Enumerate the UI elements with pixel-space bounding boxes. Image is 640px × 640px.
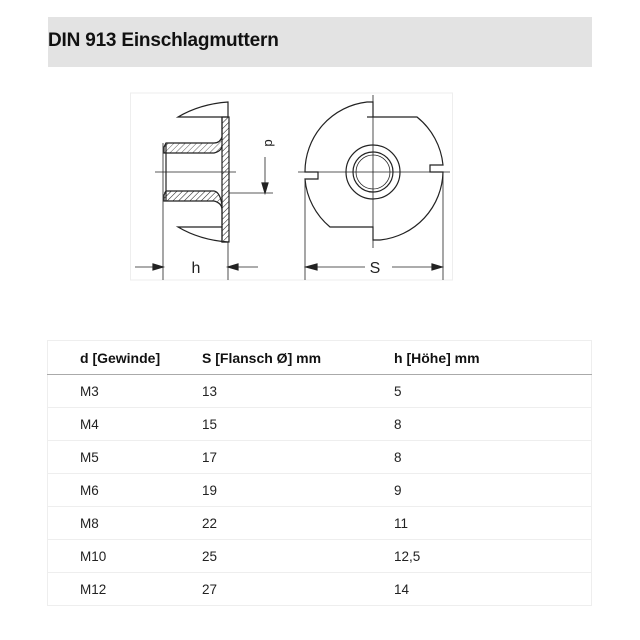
label-d: d [262,139,277,147]
table-cell: 8 [393,441,592,474]
table-cell: 19 [201,474,393,507]
side-view [135,102,273,280]
table-row [48,408,592,441]
table-row [48,474,592,507]
column-header: S [Flansch Ø] mm [201,341,393,375]
table-cell: M10 [48,540,202,573]
table-cell: M12 [48,573,202,606]
table-cell: M4 [48,408,202,441]
table-cell: 9 [393,474,592,507]
table-cell: 5 [393,375,592,408]
table-row [48,441,592,474]
column-header: d [Gewinde] [48,341,202,375]
column-header: h [Höhe] mm [393,341,592,375]
page-title: DIN 913 Einschlagmuttern [48,30,279,51]
table-cell: 14 [393,573,592,606]
table-cell: 27 [201,573,393,606]
table-cell: M8 [48,507,202,540]
table-cell: 15 [201,408,393,441]
label-h: h [191,260,201,277]
table-row [48,375,592,408]
table-row [48,540,592,573]
table-cell: 22 [201,507,393,540]
table-row [48,573,592,606]
title-bar [48,17,592,67]
table-cell: 12,5 [393,540,592,573]
dimensions-table [47,340,592,606]
table-cell: 13 [201,375,393,408]
table-cell: M5 [48,441,202,474]
table-row [48,507,592,540]
table-cell: 11 [393,507,592,540]
table-cell: 8 [393,408,592,441]
table-header-row [48,341,592,375]
technical-drawing [130,85,460,285]
table-cell: M3 [48,375,202,408]
table-cell: 25 [201,540,393,573]
table-cell: M6 [48,474,202,507]
front-view [298,95,450,280]
table-cell: 17 [201,441,393,474]
label-s: S [369,260,381,277]
